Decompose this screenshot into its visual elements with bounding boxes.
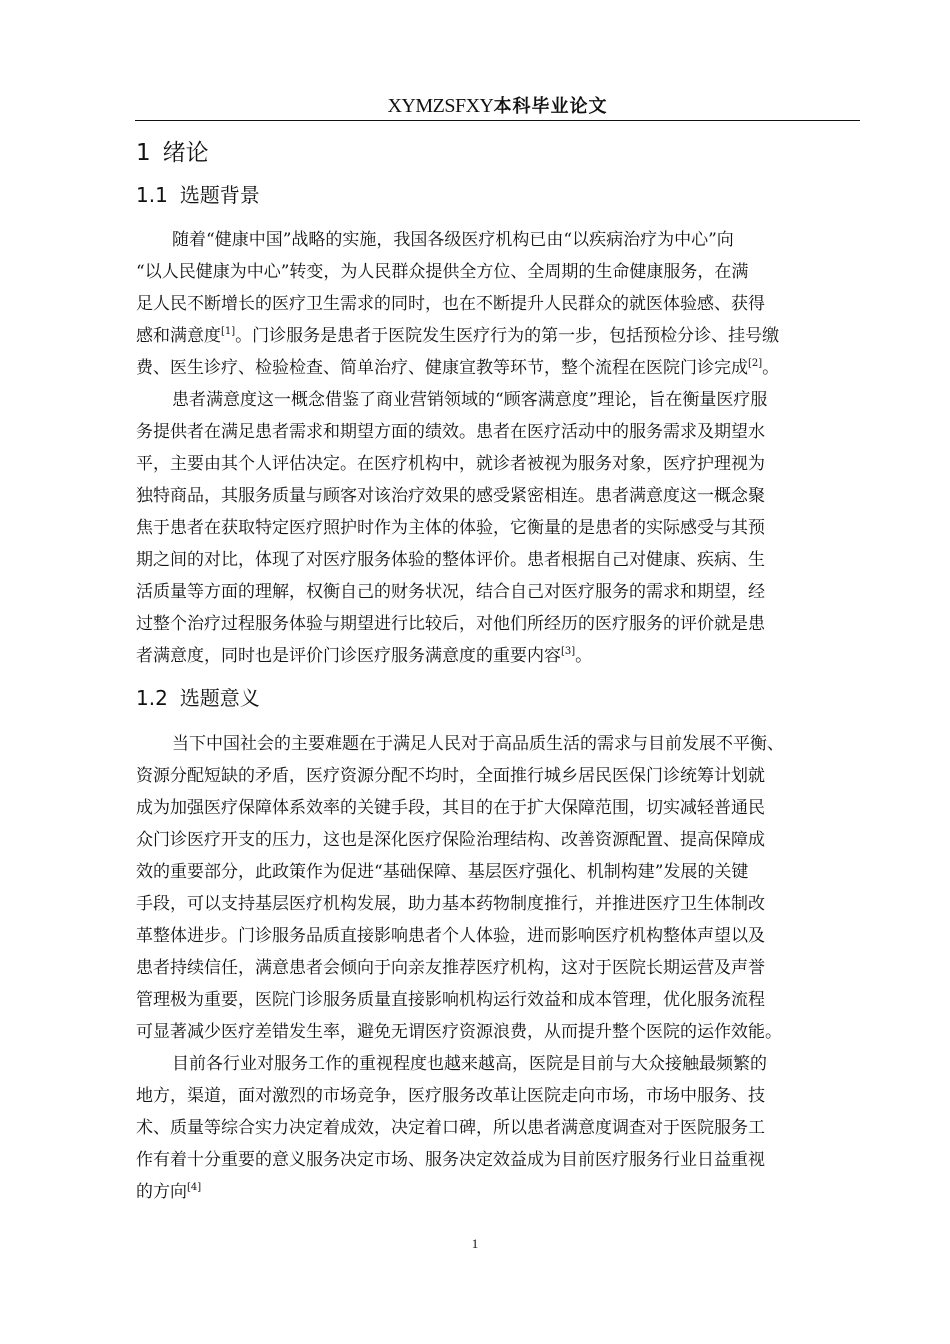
text-line: 过整个治疗过程服务体验与期望进行比较后，对他们所经历的医疗服务的评价就是患 — [136, 614, 765, 634]
text-line: 独特商品，其服务质量与顾客对该治疗效果的感受紧密相连。患者满意度这一概念聚 — [136, 486, 765, 506]
text-line: 焦于患者在获取特定医疗照护时作为主体的体验，它衡量的是患者的实际感受与其预 — [136, 518, 765, 538]
section-title: 选题背景 — [179, 183, 260, 207]
section-heading-1-1 — [136, 181, 260, 209]
text-line: 患者满意度这一概念借鉴了商业营销领域的“顾客满意度”理论，旨在衡量医疗服 — [172, 390, 768, 410]
text-line: 的方向[4] — [136, 1182, 202, 1202]
citation: [4] — [187, 1182, 202, 1193]
text-line: 术、质量等综合实力决定着成效，决定着口碑，所以患者满意度调查对于医院服务工 — [136, 1118, 765, 1138]
chapter-heading — [136, 138, 209, 168]
header-latin: XYMZSFXY — [387, 95, 494, 117]
running-header — [135, 92, 860, 120]
text-line: 期之间的对比，体现了对医疗服务体验的整体评价。患者根据自己对健康、疾病、生 — [136, 550, 765, 570]
text-line: 患者持续信任，满意患者会倾向于向亲友推荐医疗机构，这对于医院长期运营及声誉 — [136, 958, 765, 978]
citation: [3] — [561, 646, 576, 657]
text-line: 地方，渠道，面对激烈的市场竞争，医疗服务改革让医院走向市场，市场中服务、技 — [136, 1086, 765, 1106]
chapter-title: 绪论 — [162, 140, 209, 166]
section-heading-1-2 — [136, 684, 260, 712]
text-line: 平，主要由其个人评估决定。在医疗机构中，就诊者被视为服务对象，医疗护理视为 — [136, 454, 765, 474]
text-line: 活质量等方面的理解，权衡自己的财务状况，结合自己对医疗服务的需求和期望，经 — [136, 582, 765, 602]
section-number: 1.2 — [136, 686, 168, 710]
text-line: 成为加强医疗保障体系效率的关键手段，其目的在于扩大保障范围，切实减轻普通民 — [136, 798, 765, 818]
text-line: 效的重要部分，此政策作为促进“基础保障、基层医疗强化、机制构建”发展的关键 — [136, 862, 749, 882]
text-line: 费、医生诊疗、检验检查、简单治疗、健康宣教等环节，整个流程在医院门诊完成[2]。 — [136, 358, 780, 378]
text-line: 作有着十分重要的意义服务决定市场、服务决定效益成为目前医疗服务行业日益重视 — [136, 1150, 765, 1170]
header-rule — [135, 120, 860, 121]
text-line: 随着“健康中国”战略的实施，我国各级医疗机构已由“以疾病治疗为中心”向 — [172, 230, 734, 250]
section-number: 1.1 — [136, 183, 168, 207]
text-line: 资源分配短缺的矛盾，医疗资源分配不均时，全面推行城乡居民医保门诊统筹计划就 — [136, 766, 765, 786]
text-line: “以人民健康为中心”转变，为人民群众提供全方位、全周期的生命健康服务，在满 — [136, 262, 749, 282]
text-line: 众门诊医疗开支的压力，这也是深化医疗保险治理结构、改善资源配置、提高保障成 — [136, 830, 765, 850]
text-line: 手段，可以支持基层医疗机构发展，助力基本药物制度推行，并推进医疗卫生体制改 — [136, 894, 765, 914]
text-line: 务提供者在满足患者需求和期望方面的绩效。患者在医疗活动中的服务需求及期望水 — [136, 422, 765, 442]
citation: [1] — [221, 326, 236, 337]
header-title: 本科毕业论文 — [493, 96, 608, 117]
text-line: 管理极为重要，医院门诊服务质量直接影响机构运行效益和成本管理，优化服务流程 — [136, 990, 765, 1010]
text-line: 革整体进步。门诊服务品质直接影响患者个人体验，进而影响医疗机构整体声望以及 — [136, 926, 765, 946]
text-line: 感和满意度[1]。门诊服务是患者于医院发生医疗行为的第一步，包括预检分诊、挂号缴 — [136, 326, 780, 346]
text-line: 者满意度，同时也是评价门诊医疗服务满意度的重要内容[3]。 — [136, 646, 593, 666]
text-line: 目前各行业对服务工作的重视程度也越来越高，医院是目前与大众接触最频繁的 — [172, 1054, 767, 1074]
text-line: 足人民不断增长的医疗卫生需求的同时，也在不断提升人民群众的就医体验感、获得 — [136, 294, 765, 314]
text-line: 当下中国社会的主要难题在于满足人民对于高品质生活的需求与目前发展不平衡、 — [172, 734, 784, 754]
page-number: 1 — [471, 1236, 479, 1251]
text-line: 可显著减少医疗差错发生率，避免无谓医疗资源浪费，从而提升整个医院的运作效能。 — [136, 1022, 782, 1042]
chapter-number: 1 — [136, 140, 151, 166]
citation: [2] — [748, 358, 763, 369]
section-title: 选题意义 — [179, 686, 260, 710]
